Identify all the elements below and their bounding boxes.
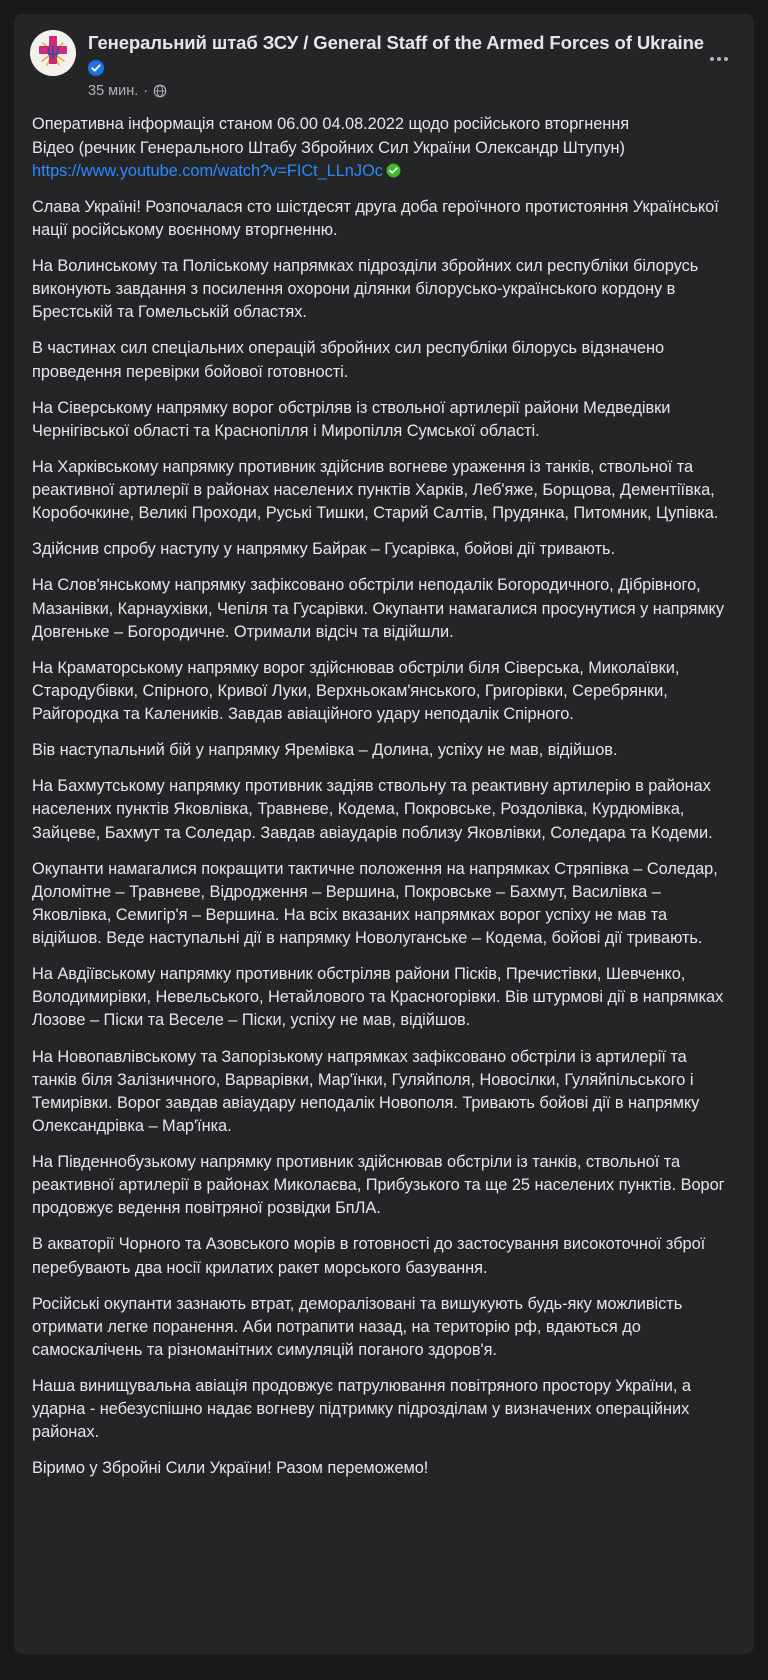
post-paragraph: На Волинському та Поліському напрямках підрозділи збройних сил республіки білорусь виконують завдання з посилення охорони ділянки білорусько-українського кордону в Брестській та Гомельській областях. xyxy=(32,257,699,322)
post-body xyxy=(14,99,754,1480)
emblem-general-staff-ukraine-icon xyxy=(30,30,76,76)
verified-badge-icon xyxy=(88,60,104,76)
dot xyxy=(710,57,714,61)
post-meta xyxy=(88,83,736,99)
page-name[interactable]: Генеральний штаб ЗСУ / General Staff of the Armed Forces of Ukraine xyxy=(88,32,704,53)
post-paragraph: На Слов'янському напрямку зафіксовано обстріли неподалік Богородичного, Дібрівного, Мазанівки, Карнаухівки, Чепіля та Гусарівки. Окупанти намагалися просунутися у напрямку Довгеньке – Богородичне. Отримали відсіч та відійшли. xyxy=(32,576,725,641)
youtube-link[interactable]: https://www.youtube.com/watch?v=FICt_LLnJOc xyxy=(32,161,383,180)
avatar[interactable] xyxy=(30,30,76,76)
post-link-line xyxy=(32,160,732,183)
green-check-icon xyxy=(386,163,401,178)
post-paragraph: На Краматорському напрямку ворог здійснював обстріли біля Сіверська, Миколаївки, Стародубівки, Спірного, Кривої Луки, Верхньокам'янського, Григорівки, Серебрянки, Райгородка та Калеників. Завдав авіаційного удару неподалік Спірного. xyxy=(32,658,680,724)
dot xyxy=(717,57,721,61)
post-paragraph: Відео (речник Генерального Штабу Збройних Сил України Олександр Штупун) xyxy=(32,138,625,157)
post-paragraph: В акваторії Чорного та Азовського морів в готовності до застосування високоточної зброї перебувають два носії крилатих ракет морського базування. xyxy=(32,1235,706,1277)
post-paragraph: На Харківському напрямку противник здійснив вогневе ураження із танків, ствольної та реактивної артилерії в районах населених пунктів Харків, Леб'яже, Борщова, Дементіївка, Коробочкине, Великі Проходи, Руські Тишки, Старий Салтів, Прудянка, Питомник, Цупівка. xyxy=(32,457,719,523)
post-paragraph: Слава Україні! Розпочалася сто шістдесят друга доба героїчного протистояння Української нації російському воєнному вторгненню. xyxy=(32,197,719,239)
post-paragraph: На Бахмутському напрямку противник задіяв ствольну та реактивну артилерію в районах населених пунктів Яковлівка, Травневе, Кодема, Покровське, Роздолівка, Курдюмівка, Зайцеве, Бахмут та Соледар. Завдав авіаударів поблизу Яковлівки, Соледара та Кодеми. xyxy=(32,777,713,842)
facebook-post-card xyxy=(14,14,754,1654)
post-paragraph: В частинах сил спеціальних операцій збройних сил республіки білорусь відзначено проведення перевірки бойової готовності. xyxy=(32,339,665,381)
dot xyxy=(724,57,728,61)
meta-separator: · xyxy=(143,83,149,100)
post-paragraph: Здійснив спробу наступу у напрямку Байрак – Гусарівка, бойові дії тривають. xyxy=(32,540,616,559)
globe-icon[interactable] xyxy=(153,84,167,98)
post-paragraph: Наша винищувальна авіація продовжує патрулювання повітряного простору України, а ударна - небезуспішно надає вогневу підтримку підрозділам у визначених операційних районах. xyxy=(32,1377,691,1442)
post-paragraph: Оперативна інформація станом 06.00 04.08.2022 щодо російського вторгнення xyxy=(32,115,630,134)
post-paragraph: На Сіверському напрямку ворог обстріляв із ствольної артилерії райони Медведівки Чернігівської області та Краснопілля і Миропілля Сумської області. xyxy=(32,398,671,440)
post-options-button[interactable] xyxy=(702,42,736,76)
post-timestamp[interactable]: 35 мин. xyxy=(88,83,139,100)
post-paragraph: Вів наступальний бій у напрямку Яремівка – Долина, успіху не мав, відійшов. xyxy=(32,741,618,760)
post-author-block xyxy=(88,30,736,99)
post-paragraph: Окупанти намагалися покращити тактичне положення на напрямках Стряпівка – Соледар, Доломітне – Травневе, Відродження – Вершина, Покровське – Бахмут, Василівка – Яковлівка, Семигір'я – Вершина. На всіх вказаних напрямках ворог успіху не мав та відійшов. Веде наступальні дії в напрямку Новолуганське – Кодема, бойові дії тривають. xyxy=(32,859,718,948)
post-paragraph: На Південнобузькому напрямку противник здійснював обстріли із танків, ствольної та реактивної артилерії в районах Миколаєва, Прибузького та ще 25 населених пунктів. Ворог продовжує ведення повітряної розвідки БпЛА. xyxy=(32,1153,725,1218)
post-header xyxy=(14,14,754,99)
post-paragraph: На Новопавлівському та Запорізькому напрямках зафіксовано обстріли із артилерії та танків біля Залізничного, Варварівки, Мар'їнки, Гуляйполя, Новосілки, Гуляйпільського і Темирівки. Ворог завдав авіаудару неподалік Новополя. Тривають бойові дії в напрямку Олександрівка – Мар'їнка. xyxy=(32,1047,700,1135)
post-paragraph: На Авдіївському напрямку противник обстріляв райони Пісків, Пречистівки, Шевченко, Володимирівки, Невельського, Нетайлового та Красногорівки. Вів штурмові дії в напрямках Лозове – Піски та Веселе – Піски, успіху не мав, відійшов. xyxy=(32,965,724,1030)
verified-badge-row xyxy=(88,59,736,77)
post-paragraph: Російські окупанти зазнають втрат, деморалізовані та вишукують будь-яку можливість отримати легке поранення. Аби потрапити назад, на територію рф, вдаються до самоскалічень та різноманітних симуляцій поганого здоров'я. xyxy=(32,1294,683,1359)
post-paragraph: Віримо у Збройні Сили України! Разом переможемо! xyxy=(32,1459,429,1478)
